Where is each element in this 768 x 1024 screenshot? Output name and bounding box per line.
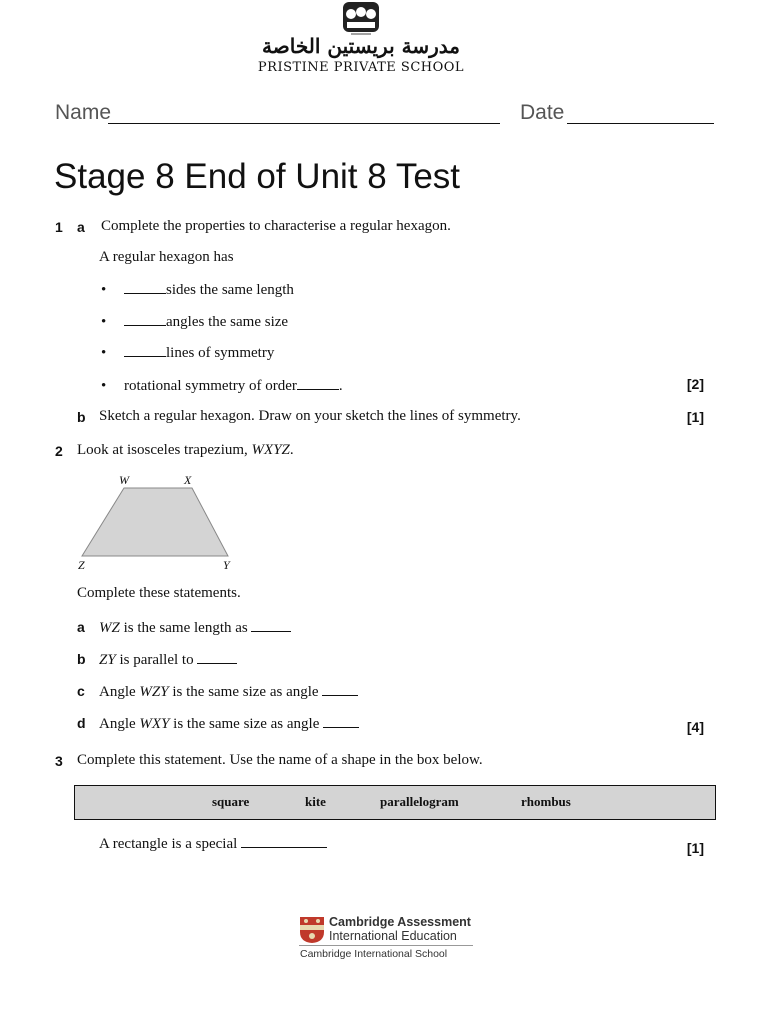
vertex-x-label: X [184, 473, 192, 487]
option-kite: kite [305, 794, 326, 809]
answer-blank[interactable] [297, 376, 339, 390]
q3-mark: [1] [686, 840, 704, 856]
answer-blank[interactable] [124, 343, 166, 357]
q1b-label: b [77, 409, 86, 425]
bullet-dot-icon: • [101, 345, 107, 361]
name-label: Name [55, 101, 112, 124]
option-rhombus: rhombus [521, 794, 571, 809]
q1-intro: A regular hexagon has [99, 249, 234, 265]
q2c-label: c [77, 683, 85, 699]
bullet-text: sides the same length [166, 282, 294, 298]
page-title: Stage 8 End of Unit 8 Test [54, 157, 461, 196]
part-italic: WZ [99, 620, 120, 636]
q3-statement [99, 834, 327, 853]
q2d-text [99, 714, 359, 733]
part-italic: ZY [99, 652, 116, 668]
school-name-arabic: مدرسة بريستين الخاصة [262, 34, 460, 58]
bullet-text: angles the same size [166, 314, 289, 330]
cambridge-line-2: International Education [329, 929, 457, 943]
q2b-label: b [77, 651, 86, 667]
vertex-z-label: Z [78, 558, 85, 572]
q1-bullet-3 [101, 343, 274, 362]
q1a-text: Complete the properties to characterise a regular hexagon. [101, 218, 451, 234]
bullet-text: rotational symmetry of order [124, 378, 297, 394]
q1-bullet-4: • rotational symmetry of order . [101, 378, 343, 394]
q2-text: Look at isosceles trapezium, WXYZ. [77, 442, 294, 458]
q2a-label: a [77, 619, 85, 635]
q3-number: 3 [55, 753, 63, 769]
q1a-label: a [77, 219, 85, 235]
vertex-y-label: Y [223, 558, 230, 572]
part-post: is the same size as angle [169, 716, 320, 732]
answer-blank[interactable] [124, 312, 166, 326]
crest-badge: PPS [352, 3, 365, 9]
name-line[interactable] [108, 123, 500, 124]
bullet-dot-icon: • [101, 378, 107, 394]
q2-number: 2 [55, 443, 63, 459]
bullet-text: lines of symmetry [166, 345, 275, 361]
vertex-w-label: W [119, 473, 129, 487]
q1b-mark: [1] [686, 409, 704, 425]
cambridge-line-1: Cambridge Assessment [329, 915, 471, 929]
trapezium-diagram [72, 474, 242, 574]
part-pre: Angle [99, 716, 140, 732]
part-italic: WXY [139, 716, 170, 732]
q2-mark: [4] [686, 719, 704, 735]
part-pre: Angle [99, 684, 140, 700]
school-logo [255, 0, 467, 80]
q1-bullet-1 [101, 280, 294, 299]
trapezium-shape [82, 488, 228, 556]
q2a-text [99, 618, 291, 637]
date-line[interactable] [567, 123, 714, 124]
cambridge-logo [298, 914, 478, 962]
option-square: square [212, 794, 250, 809]
word-box [74, 785, 716, 820]
answer-blank[interactable] [323, 714, 359, 728]
q2c-text [99, 682, 358, 701]
cambridge-divider [299, 945, 473, 946]
answer-blank[interactable] [322, 682, 358, 696]
q1-bullet-2 [101, 312, 288, 331]
q2b-text [99, 650, 237, 669]
cambridge-school: Cambridge International School [300, 948, 448, 960]
answer-blank[interactable] [197, 650, 237, 664]
option-parallelogram: parallelogram [380, 794, 459, 809]
bullet-dot-icon: • [101, 314, 107, 330]
answer-blank[interactable] [124, 280, 166, 294]
date-label: Date [520, 101, 565, 124]
cambridge-shield-icon [299, 916, 325, 944]
answer-blank[interactable] [251, 618, 291, 632]
q1a-mark: [2] [686, 376, 704, 392]
q2-instruction: Complete these statements. [77, 585, 241, 601]
answer-blank[interactable] [241, 834, 327, 848]
q2-text-main: Look at isosceles trapezium, [77, 442, 248, 458]
part-post: is parallel to [115, 652, 194, 668]
q1-number: 1 [55, 219, 63, 235]
part-post: is the same size as angle [168, 684, 319, 700]
q1b-text: Sketch a regular hexagon. Draw on your sketch the lines of symmetry. [99, 408, 521, 424]
part-post: is the same length as [119, 620, 248, 636]
statement-text: A rectangle is a special [99, 836, 238, 852]
part-italic: WZY [139, 684, 169, 700]
q2-shape-name: WXYZ [251, 442, 290, 458]
q3-text: Complete this statement. Use the name of a shape in the box below. [77, 752, 483, 768]
q2d-label: d [77, 715, 86, 731]
bullet-dot-icon: • [101, 282, 107, 298]
school-name-english: PRISTINE PRIVATE SCHOOL [257, 60, 465, 75]
